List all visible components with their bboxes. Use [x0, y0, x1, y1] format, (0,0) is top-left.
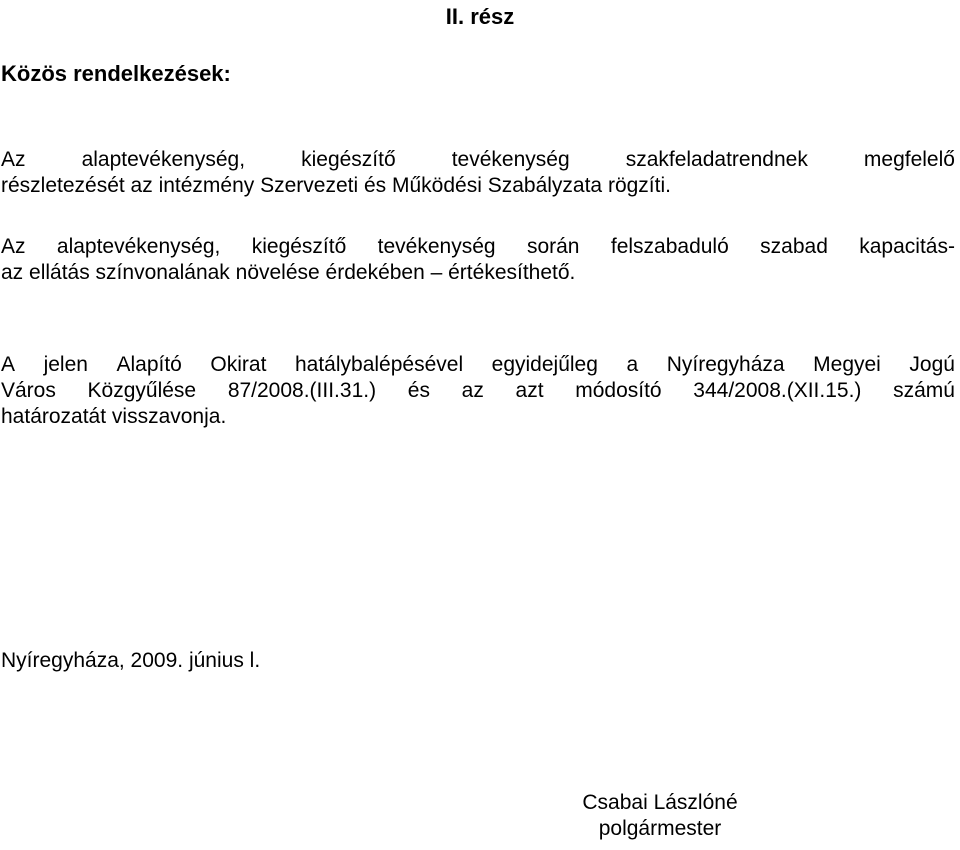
word: során	[526, 235, 580, 258]
word: az	[461, 379, 484, 402]
signatory-name: Csabai Lászlóné	[582, 791, 738, 814]
paragraph-revocation-line-1	[1, 352, 955, 378]
word: alaptevékenység,	[56, 235, 221, 258]
word: és	[407, 379, 430, 402]
word: a	[626, 353, 639, 376]
word: Város	[1, 379, 56, 402]
paragraph-scope-line-2: részletezését az intézmény Szervezeti és Működési Szabályzata rögzíti.	[1, 174, 671, 197]
word: Jogú	[909, 353, 955, 376]
word: A	[1, 353, 16, 376]
word: felszabaduló	[610, 235, 729, 258]
word: Okirat	[210, 353, 267, 376]
word: hatálybalépésével	[294, 353, 464, 376]
word: Az	[1, 148, 26, 171]
paragraph-revocation	[1, 352, 955, 430]
word: azt	[515, 379, 544, 402]
paragraph-capacity-line-2: az ellátás színvonalának növelése érdekében – értékesíthető.	[1, 261, 576, 284]
word: Közgyűlése	[87, 379, 197, 402]
word: 344/2008.(XII.15.)	[693, 379, 862, 402]
word: kapacitás-	[859, 235, 955, 258]
word: 87/2008.(III.31.)	[227, 379, 377, 402]
word: tevékenység	[377, 235, 496, 258]
word: kiegészítő	[251, 235, 347, 258]
word: szabad	[760, 235, 828, 258]
word: számú	[893, 379, 955, 402]
word: Nyíregyháza	[666, 353, 785, 376]
word: megfelelő	[863, 148, 955, 171]
signature-block	[500, 790, 820, 842]
word: kiegészítő	[301, 148, 396, 171]
word: egyidejűleg	[491, 353, 598, 376]
word: Az	[1, 235, 26, 258]
word: tevékenység	[451, 148, 570, 171]
paragraph-capacity	[1, 234, 955, 286]
date-line: Nyíregyháza, 2009. június l.	[1, 649, 261, 672]
signatory-title: polgármester	[598, 817, 722, 840]
word: Megyei	[813, 353, 881, 376]
word: jelen	[43, 353, 88, 376]
paragraph-capacity-line-1	[1, 234, 955, 260]
word: módosító	[575, 379, 662, 402]
paragraph-revocation-line-3: határozatát visszavonja.	[1, 405, 227, 428]
word: alaptevékenység,	[81, 148, 246, 171]
section-heading: Közös rendelkezések:	[1, 61, 231, 86]
paragraph-scope-line-1	[1, 147, 955, 173]
section-title: II. rész	[445, 4, 515, 29]
word: Alapító	[116, 353, 182, 376]
paragraph-revocation-line-2	[1, 378, 955, 404]
paragraph-scope	[1, 147, 955, 199]
word: szakfeladatrendnek	[625, 148, 808, 171]
